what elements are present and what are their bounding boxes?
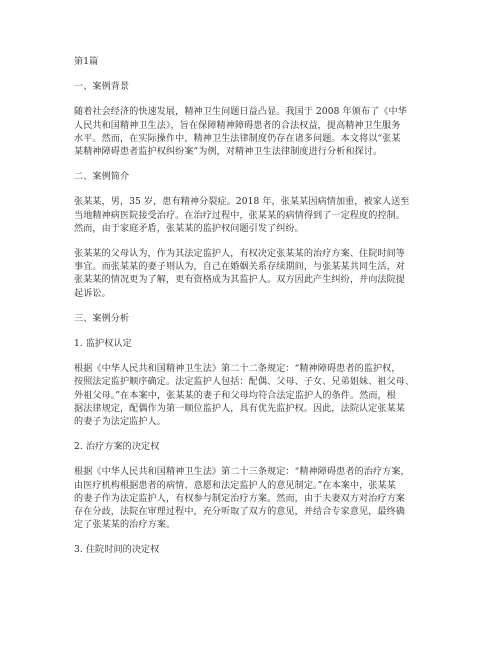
subsection-heading-hospitalization: 3. 住院时间的决定权 <box>74 545 160 556</box>
text-line: 定了张某某的治疗方案。 <box>74 520 176 531</box>
text-line: 张某某的父母认为，作为其法定监护人，有权决定张某某的治疗方案、住院时间等 <box>74 249 405 260</box>
text-line: 按照法定监护顺序确定。法定监护人包括：配偶、父母、子女、兄弟姐妹、祖父母、 <box>74 377 415 388</box>
text-line: 根据《中华人民共和国精神卫生法》第二十三条规定：“精神障碍患者的治疗方案， <box>74 467 410 478</box>
subsection-heading-treatment: 2. 治疗方案的决定权 <box>74 442 160 453</box>
text-line: 水平。然而，在实际操作中，精神卫生法律制度仍存在诸多问题。本文将以“张某 <box>74 133 401 144</box>
paragraph-guardianship <box>74 363 434 429</box>
section-heading-background: 一、案例背景 <box>74 82 130 93</box>
paragraph-summary-1 <box>74 196 434 236</box>
text-line: 然而，由于家庭矛盾，张某某的监护权问题引发了纠纷。 <box>74 223 304 234</box>
text-line: 人民共和国精神卫生法》，旨在保障精神障碍患者的合法权益，提高精神卫生服务 <box>74 120 401 131</box>
paragraph-background <box>74 106 434 159</box>
text-line: 的妻子为法定监护人。 <box>74 417 166 428</box>
section-heading-analysis: 三、案例分析 <box>74 313 130 324</box>
text-line: 事宜。而张某某的妻子则认为，自己在婚姻关系存续期间，与张某某共同生活，对 <box>74 262 405 273</box>
text-line: 据法律规定，配偶作为第一顺位监护人，具有优先监护权。因此，法院认定张某某 <box>74 403 405 414</box>
text-line: 根据《中华人民共和国精神卫生法》第二十二条规定：“精神障碍患者的监护权， <box>74 364 401 375</box>
text-line: 的妻子作为法定监护人，有权参与制定治疗方案。然而，由于夫妻双方对治疗方案 <box>74 493 405 504</box>
text-line: 某精神障碍患者监护权纠纷案”为例，对精神卫生法律制度进行分析和探讨。 <box>74 147 383 158</box>
section-heading-summary: 二、案例简介 <box>74 172 130 183</box>
paragraph-treatment <box>74 466 434 532</box>
paragraph-summary-2 <box>74 248 434 301</box>
text-line: 存在分歧，法院在审理过程中，充分听取了双方的意见，并结合专家意见，最终确 <box>74 507 405 518</box>
part-title: 第1篇 <box>74 57 99 67</box>
text-line: 外祖父母。”在本案中，张某某的妻子和父母均符合法定监护人的条件。然而，根 <box>74 390 396 401</box>
document-page <box>74 56 434 558</box>
subsection-heading-guardianship: 1. 监护权认定 <box>74 339 132 350</box>
text-line: 张某某，男，35 岁，患有精神分裂症。2018 年，张某某因病情加重，被家人送至 <box>74 197 410 208</box>
text-line: 随着社会经济的快速发展，精神卫生问题日益凸显。我国于 2008 年颁布了《中华 <box>74 107 407 118</box>
text-line: 张某某的情况更为了解，更有资格成为其监护人。双方因此产生纠纷，并向法院提 <box>74 275 405 286</box>
text-line: 当地精神病医院接受治疗。在治疗过程中，张某某的病情得到了一定程度的控制。 <box>74 210 405 221</box>
text-line: 由医疗机构根据患者的病情、意愿和法定监护人的意见制定。”在本案中，张某某 <box>74 480 396 491</box>
text-line: 起诉讼。 <box>74 288 111 299</box>
